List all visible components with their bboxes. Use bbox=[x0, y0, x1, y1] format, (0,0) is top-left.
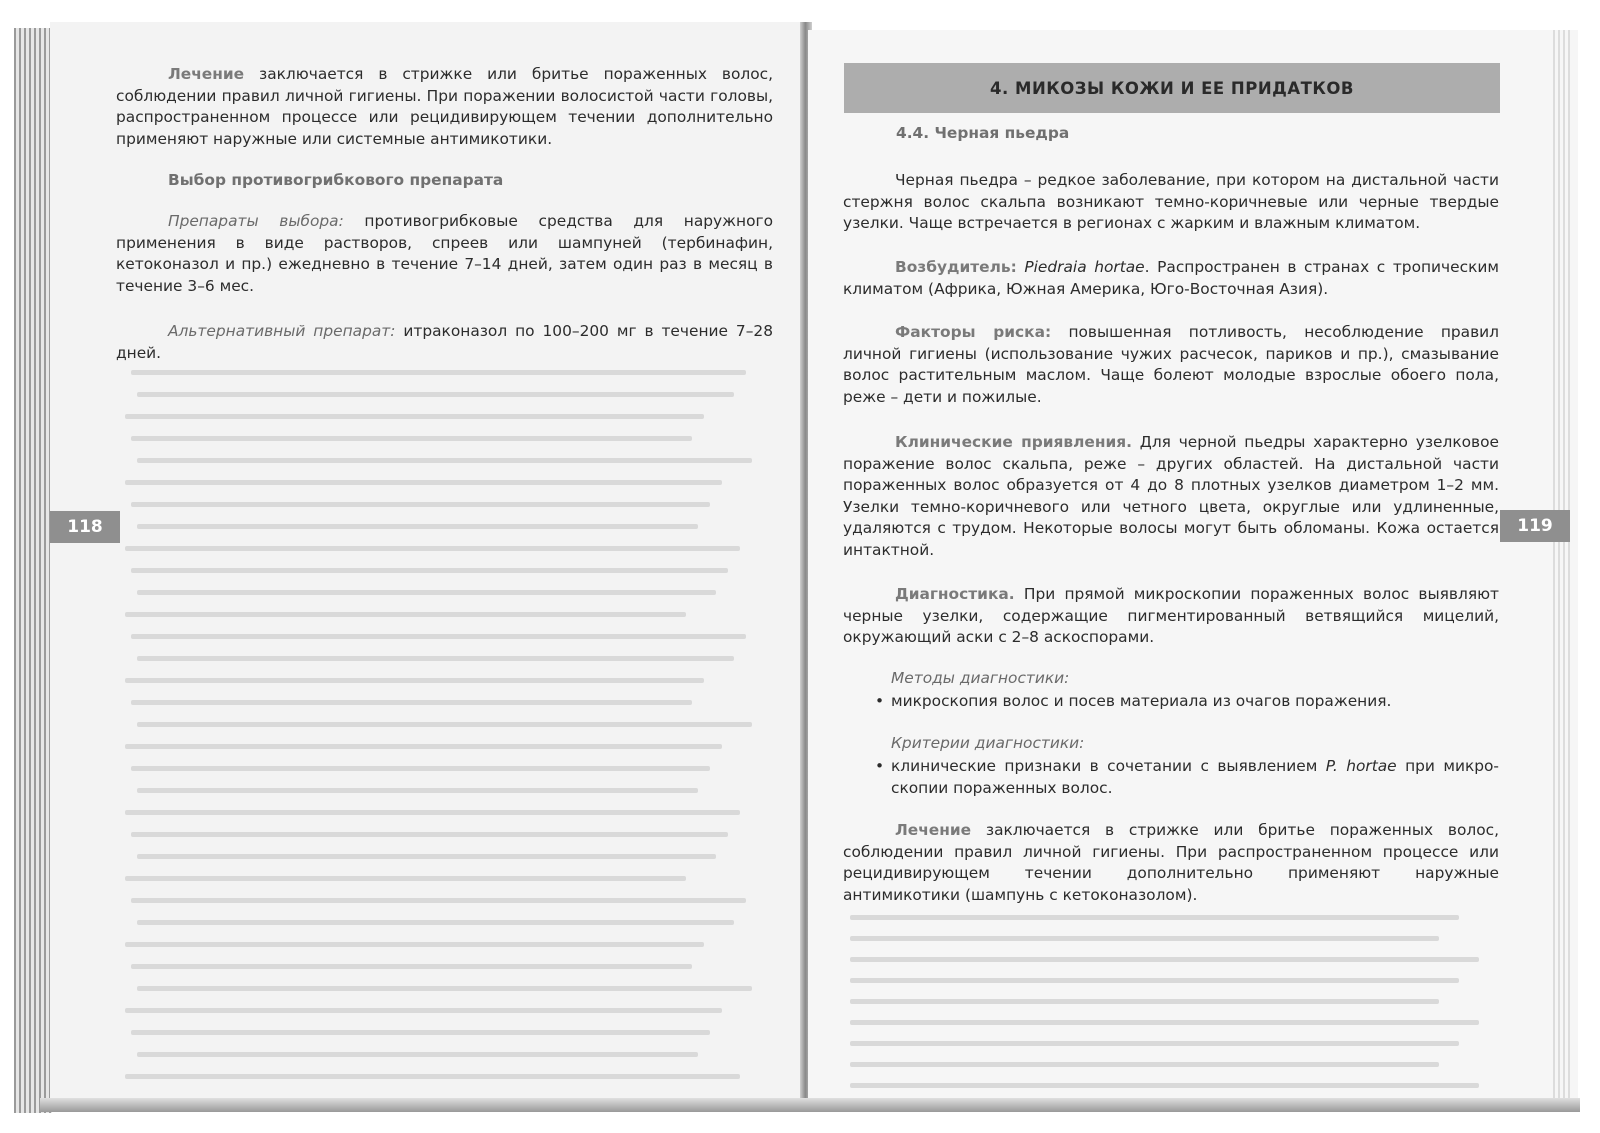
right-treatment-paragraph bbox=[843, 820, 1499, 906]
ghost-line bbox=[131, 766, 710, 771]
ghost-line bbox=[137, 854, 716, 859]
ghost-line bbox=[125, 612, 686, 617]
drugs-of-choice-text: противогрибковые средства для наружного применения в виде растворов, спреев или шампуней (тербинафин, кетоконазол и пр.) ежедневно в течение 7–14 дней, затем один раз в месяц в течение 3–6 мес. bbox=[116, 212, 774, 295]
criteria-block bbox=[891, 733, 1499, 755]
page-number-left: 118 bbox=[50, 511, 120, 543]
methods-label: Методы диагностики: bbox=[891, 669, 1070, 687]
risk-factors-paragraph bbox=[843, 322, 1499, 408]
ghost-line bbox=[131, 370, 746, 375]
criteria-text-pre: клинические признаки в сочетании с выявлением bbox=[891, 757, 1326, 775]
ghost-line bbox=[131, 568, 728, 573]
diagnostics-paragraph bbox=[843, 584, 1499, 649]
ghost-line bbox=[137, 656, 734, 661]
ghost-line bbox=[131, 634, 746, 639]
diagnostics-lead: Диагностика. bbox=[895, 585, 1015, 603]
ghost-line bbox=[137, 986, 752, 991]
treatment-lead: Лечение bbox=[168, 65, 245, 83]
ghost-line bbox=[137, 590, 716, 595]
criteria-text-post: при микро-скопии пораженных волос. bbox=[891, 757, 1499, 797]
chapter-title: 4. МИКОЗЫ КОЖИ И ЕЕ ПРИДАТКОВ bbox=[990, 78, 1354, 98]
intro-paragraph bbox=[843, 170, 1499, 235]
ghost-line bbox=[125, 678, 704, 683]
pathogen-species: Piedraia hortae bbox=[1024, 258, 1145, 276]
page-number-right: 119 bbox=[1500, 510, 1570, 542]
section-title: 4.4. Черная пьедра bbox=[896, 124, 1070, 142]
ghost-line bbox=[137, 722, 752, 727]
ghost-line bbox=[125, 414, 704, 419]
clinical-paragraph bbox=[843, 432, 1499, 561]
drugs-of-choice-lead: Препараты выбора: bbox=[168, 212, 344, 230]
ghost-line bbox=[131, 502, 710, 507]
right-treatment-text: заключается в стрижке или бритье пораженных волос, соблюдении правил личной гигиены. При распространенном процессе или рецидивирующем течении дополнительно применяют наружные антимикотики (шампунь с кетоконазолом). bbox=[843, 821, 1499, 904]
methods-list bbox=[873, 691, 1499, 713]
risk-factors-text: повышенная потливость, несоблюдение правил личной гигиены (использование чужих расчесок, париков и пр.), смазывание волос растительным маслом. Чаще болеют молодые взрослые обоего пола, реже – дети и пожилые. bbox=[843, 323, 1499, 406]
ghost-line bbox=[850, 1020, 1479, 1025]
left-page-edges bbox=[14, 28, 52, 1113]
criteria-label: Критерии диагностики: bbox=[891, 734, 1085, 752]
pathogen-text: . Распространен в странах с тропическим климатом (Африка, Южная Америка, Юго-Восточная Азия). bbox=[843, 258, 1499, 298]
ghost-line bbox=[850, 978, 1459, 983]
risk-factors-lead: Факторы риска: bbox=[895, 323, 1052, 341]
left-alternative-paragraph bbox=[116, 321, 773, 364]
book-bottom-edge bbox=[40, 1098, 1580, 1112]
chapter-title-bar bbox=[844, 63, 1500, 113]
ghost-line bbox=[137, 920, 734, 925]
methods-item: • микроскопия волос и посев материала из очагов поражения. bbox=[873, 691, 1499, 713]
ghost-line bbox=[850, 1041, 1459, 1046]
methods-block bbox=[891, 668, 1499, 690]
right-page-edges bbox=[1550, 30, 1572, 1110]
ghost-line bbox=[125, 876, 686, 881]
diagnostics-text: При прямой микроскопии пораженных волос выявляют черные узелки, содержащие пигментированный ветвящийся мицелий, окружающий аски с 2–8 аскоспорами. bbox=[843, 585, 1499, 646]
ghost-line bbox=[850, 957, 1479, 962]
ghost-line bbox=[850, 1062, 1439, 1067]
left-section-heading-block bbox=[168, 170, 768, 192]
section-heading: Выбор противогрибкового препарата bbox=[168, 171, 504, 189]
section-title-block bbox=[896, 123, 1496, 145]
ghost-line bbox=[125, 744, 722, 749]
ghost-line bbox=[131, 898, 746, 903]
ghost-line bbox=[137, 458, 752, 463]
ghost-line bbox=[137, 392, 734, 397]
ghost-line bbox=[850, 915, 1459, 920]
ghost-line bbox=[131, 964, 692, 969]
ghost-line bbox=[125, 1074, 740, 1079]
ghost-line bbox=[137, 1052, 698, 1057]
alternative-drug-text: итраконазол по 100–200 мг в течение 7–28 дней. bbox=[116, 322, 773, 362]
ghost-line bbox=[125, 1008, 722, 1013]
ghost-line bbox=[850, 936, 1439, 941]
alternative-drug-lead: Альтернативный препарат: bbox=[168, 322, 396, 340]
ghost-line bbox=[125, 810, 740, 815]
pathogen-lead: Возбудитель: bbox=[895, 258, 1017, 276]
ghost-line bbox=[131, 1030, 710, 1035]
ghost-line bbox=[137, 788, 698, 793]
ghost-line bbox=[125, 546, 740, 551]
ghost-line bbox=[131, 700, 692, 705]
clinical-lead: Клинические приявления. bbox=[895, 433, 1133, 451]
pathogen-paragraph bbox=[843, 257, 1499, 300]
criteria-list bbox=[873, 756, 1499, 799]
ghost-line bbox=[131, 832, 728, 837]
ghost-line bbox=[850, 1083, 1479, 1088]
intro-text: Черная пьедра – редкое заболевание, при котором на дистальной части стержня волос скальпа возникают темно-коричневые или черные твердые узелки. Чаще встречается в регионах с жарким и влажным климатом. bbox=[843, 171, 1499, 232]
right-treatment-lead: Лечение bbox=[895, 821, 972, 839]
criteria-species: P. hortae bbox=[1325, 757, 1397, 775]
left-drugs-paragraph bbox=[116, 211, 773, 297]
treatment-text: заключается в стрижке или бритье пораженных волос, соблюдении правил личной гигиены. При поражении волосистой части головы, распространенном процессе или рецидивирующем течении дополнительно применяют наружные или системные антимикотики. bbox=[116, 65, 773, 148]
left-treatment-paragraph bbox=[116, 64, 773, 150]
ghost-line bbox=[125, 480, 722, 485]
criteria-item bbox=[873, 756, 1499, 799]
ghost-line bbox=[850, 999, 1439, 1004]
clinical-text: Для черной пьедры характерно узелковое поражение волос скальпа, реже – других областей. На дистальной части пораженных волос образуется от 4 до 8 плотных узелков диаметром 1–2 мм. Узелки темно-коричневого или четного цвета, округлые или удлиненные, удаляются с трудом. Некоторые волосы могут быть обломаны. Кожа остается интактной. bbox=[843, 433, 1499, 559]
ghost-line bbox=[131, 436, 692, 441]
ghost-line bbox=[125, 942, 704, 947]
ghost-line bbox=[137, 524, 698, 529]
